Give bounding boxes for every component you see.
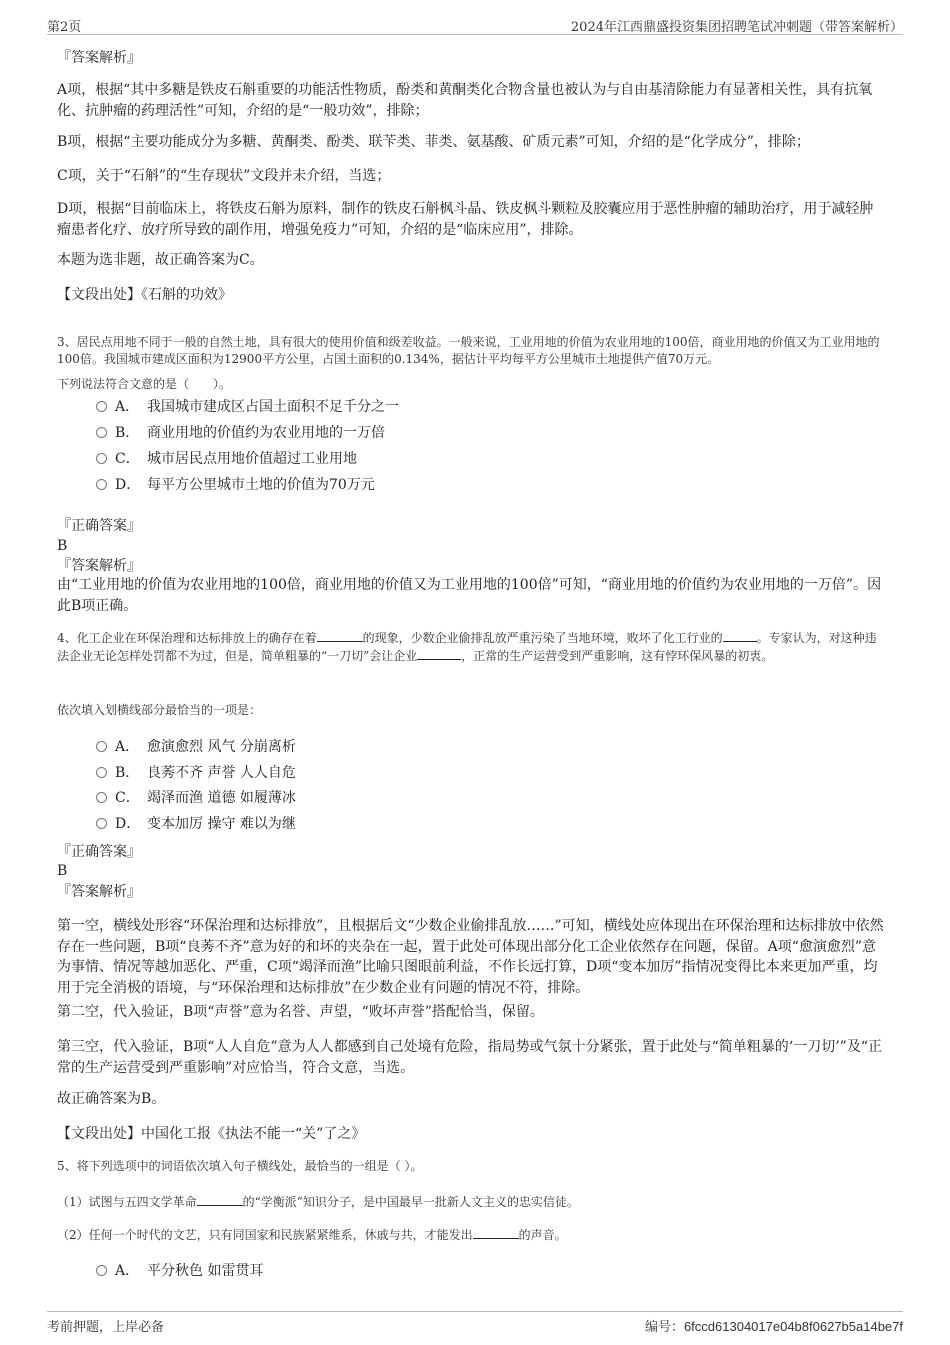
radio-icon[interactable] bbox=[96, 741, 107, 752]
q2-conclusion: 本题为选非题，故正确答案为C。 bbox=[57, 252, 264, 268]
q4-option-a[interactable]: A． 愈演愈烈 风气 分崩离析 bbox=[96, 738, 296, 756]
radio-icon[interactable] bbox=[96, 427, 107, 438]
radio-icon[interactable] bbox=[96, 818, 107, 829]
radio-icon[interactable] bbox=[96, 792, 107, 803]
page-footer bbox=[47, 1311, 903, 1336]
q4-answer-heading: 『正确答案』 bbox=[57, 844, 141, 860]
q2-analysis-heading: 『答案解析』 bbox=[57, 50, 141, 66]
document-code: 编号：6fccd61304017e04b8f0627b5a14be7f bbox=[644, 1319, 903, 1335]
q4-source: 【文段出处】中国化工报《执法不能一“关”了之》 bbox=[57, 1126, 366, 1142]
q2-analysis-b: B项，根据“主要功能成分为多糖、黄酮类、酚类、联苄类、菲类、氨基酸、矿质元素”可知，介绍的是“化学成分”，排除； bbox=[57, 134, 810, 150]
q2-analysis-a: A项，根据“其中多糖是铁皮石斛重要的功能活性物质，酚类和黄酮类化合物含量也被认为与自由基清除能力有显著相关性，具有抗氧化、抗肿瘤的药理活性”可知，介绍的是“一般功效”，排除； bbox=[57, 82, 873, 119]
q3-stem: 3、居民点用地不同于一般的自然土地，具有很大的使用价值和级差收益。一般来说，工业用地的价值为农业用地的100倍，商业用地的价值又为工业用地的100倍。我国城市建成区面积为12900平方公里，占国土面积的0.134%，据估计平均每平方公里城市土地提供产值70万元。 bbox=[57, 335, 880, 366]
q4-answer: B bbox=[57, 863, 68, 879]
radio-icon[interactable] bbox=[96, 1265, 107, 1276]
q4-option-b[interactable]: B． 良莠不齐 声誉 人人自危 bbox=[96, 764, 296, 782]
radio-icon[interactable] bbox=[96, 767, 107, 778]
q2-source: 【文段出处】《石斛的功效》 bbox=[57, 287, 232, 303]
document-title: 2024年江西鼎盛投资集团招聘笔试冲刺题（带答案解析） bbox=[570, 20, 903, 35]
q5-option-a[interactable]: A． 平分秋色 如雷贯耳 bbox=[96, 1262, 263, 1280]
q3-answer: B bbox=[57, 538, 68, 554]
q5-stem: 5、将下列选项中的词语依次填入句子横线处，最恰当的一组是（ ）。 bbox=[57, 1159, 423, 1173]
q4-question: 依次填入划横线部分最恰当的一项是： bbox=[57, 703, 262, 717]
q3-option-d[interactable]: D． 每平方公里城市土地的价值为70万元 bbox=[96, 476, 375, 494]
q4-analysis-2: 第二空，代入验证，B项“声誉”意为名誉、声望，“败坏声誉”搭配恰当，保留。 bbox=[57, 1004, 544, 1020]
blank-1 bbox=[317, 629, 363, 642]
q3-option-b[interactable]: B． 商业用地的价值约为农业用地的一万倍 bbox=[96, 424, 385, 442]
q3-option-c[interactable]: C． 城市居民点用地价值超过工业用地 bbox=[96, 450, 357, 468]
page-number: 第2页 bbox=[47, 20, 82, 35]
q4-analysis-1: 第一空，横线处形容“环保治理和达标排放”，且根据后文“少数企业偷排乱放……”可知，横线处应体现出在环保治理和达标排放中依然存在一些问题，B项“良莠不齐”意为好的和坏的夹杂在一起，置于此处可体现出部分化工企业依然存在问题，保留。A项“愈演愈烈”意为事情、情况等越加恶化、严重，C项“竭泽而渔”比喻只图眼前利益，不作长远打算，D项“变本加厉”指情况变得比本来更加严重，均用于完全消极的语境，与“环保治理和达标排放”在少数企业有问题的情况不符，排除。 bbox=[57, 918, 884, 996]
q2-analysis-c: C项，关于“石斛”的“生存现状”文段并未介绍，当选； bbox=[57, 168, 391, 184]
footer-slogan: 考前押题，上岸必备 bbox=[47, 1320, 165, 1335]
q4-analysis-3: 第三空，代入验证，B项“人人自危”意为人人都感到自己处境有危险，指局势或气氛十分紧张，置于此处与“简单粗暴的‘一刀切’”及“正常的生产运营受到严重影响”对应恰当，符合文意，当选。 bbox=[57, 1039, 882, 1076]
blank-1 bbox=[197, 1193, 243, 1206]
radio-icon[interactable] bbox=[96, 453, 107, 464]
q3-option-a[interactable]: A． 我国城市建成区占国土面积不足千分之一 bbox=[96, 398, 399, 416]
radio-icon[interactable] bbox=[96, 401, 107, 412]
q5-sentence-2: （2）任何一个时代的文艺，只有同国家和民族紧紧维系，休戚与共，才能发出 的声音。 bbox=[57, 1228, 567, 1242]
q4-option-c[interactable]: C． 竭泽而渔 道德 如履薄冰 bbox=[96, 789, 296, 807]
blank-3 bbox=[417, 647, 461, 660]
page-header bbox=[47, 14, 903, 35]
radio-icon[interactable] bbox=[96, 479, 107, 490]
q4-conclusion: 故正确答案为B。 bbox=[57, 1091, 166, 1107]
q5-sentence-1: （1）试图与五四文学革命 的“学衡派”知识分子，是中国最早一批新人文主义的忠实信徒。 bbox=[57, 1195, 579, 1209]
q3-analysis: 由“工业用地的价值为农业用地的100倍，商业用地的价值又为工业用地的100倍”可知，“商业用地的价值约为农业用地的一万倍”。因此B项正确。 bbox=[57, 577, 882, 614]
q4-stem: 4、化工企业在环保治理和达标排放上的确存在着 的现象，少数企业偷排乱放严重污染了当地环境，败坏了化工行业的 。专家认为，对这种违法企业无论怎样处罚都不为过，但是，简单粗暴的“一刀切”会让企业 ，正常的生产运营受到严重影响，这有悖环保风暴的初衷。 bbox=[57, 631, 877, 663]
q3-question: 下列说法符合文意的是（ ）。 bbox=[57, 377, 232, 391]
blank-2 bbox=[723, 629, 757, 642]
q2-analysis-d: D项，根据“目前临床上，将铁皮石斛为原料，制作的铁皮石斛枫斗晶、铁皮枫斗颗粒及胶囊应用于恶性肿瘤的辅助治疗，用于减轻肿瘤患者化疗、放疗所导致的副作用，增强免疫力”可知，介绍的是“临床应用”，排除。 bbox=[57, 201, 874, 238]
blank-2 bbox=[473, 1226, 519, 1239]
q3-answer-heading: 『正确答案』 bbox=[57, 518, 141, 534]
q3-analysis-heading: 『答案解析』 bbox=[57, 558, 141, 574]
q4-option-d[interactable]: D． 变本加厉 操守 难以为继 bbox=[96, 815, 296, 833]
q4-analysis-heading: 『答案解析』 bbox=[57, 884, 141, 900]
